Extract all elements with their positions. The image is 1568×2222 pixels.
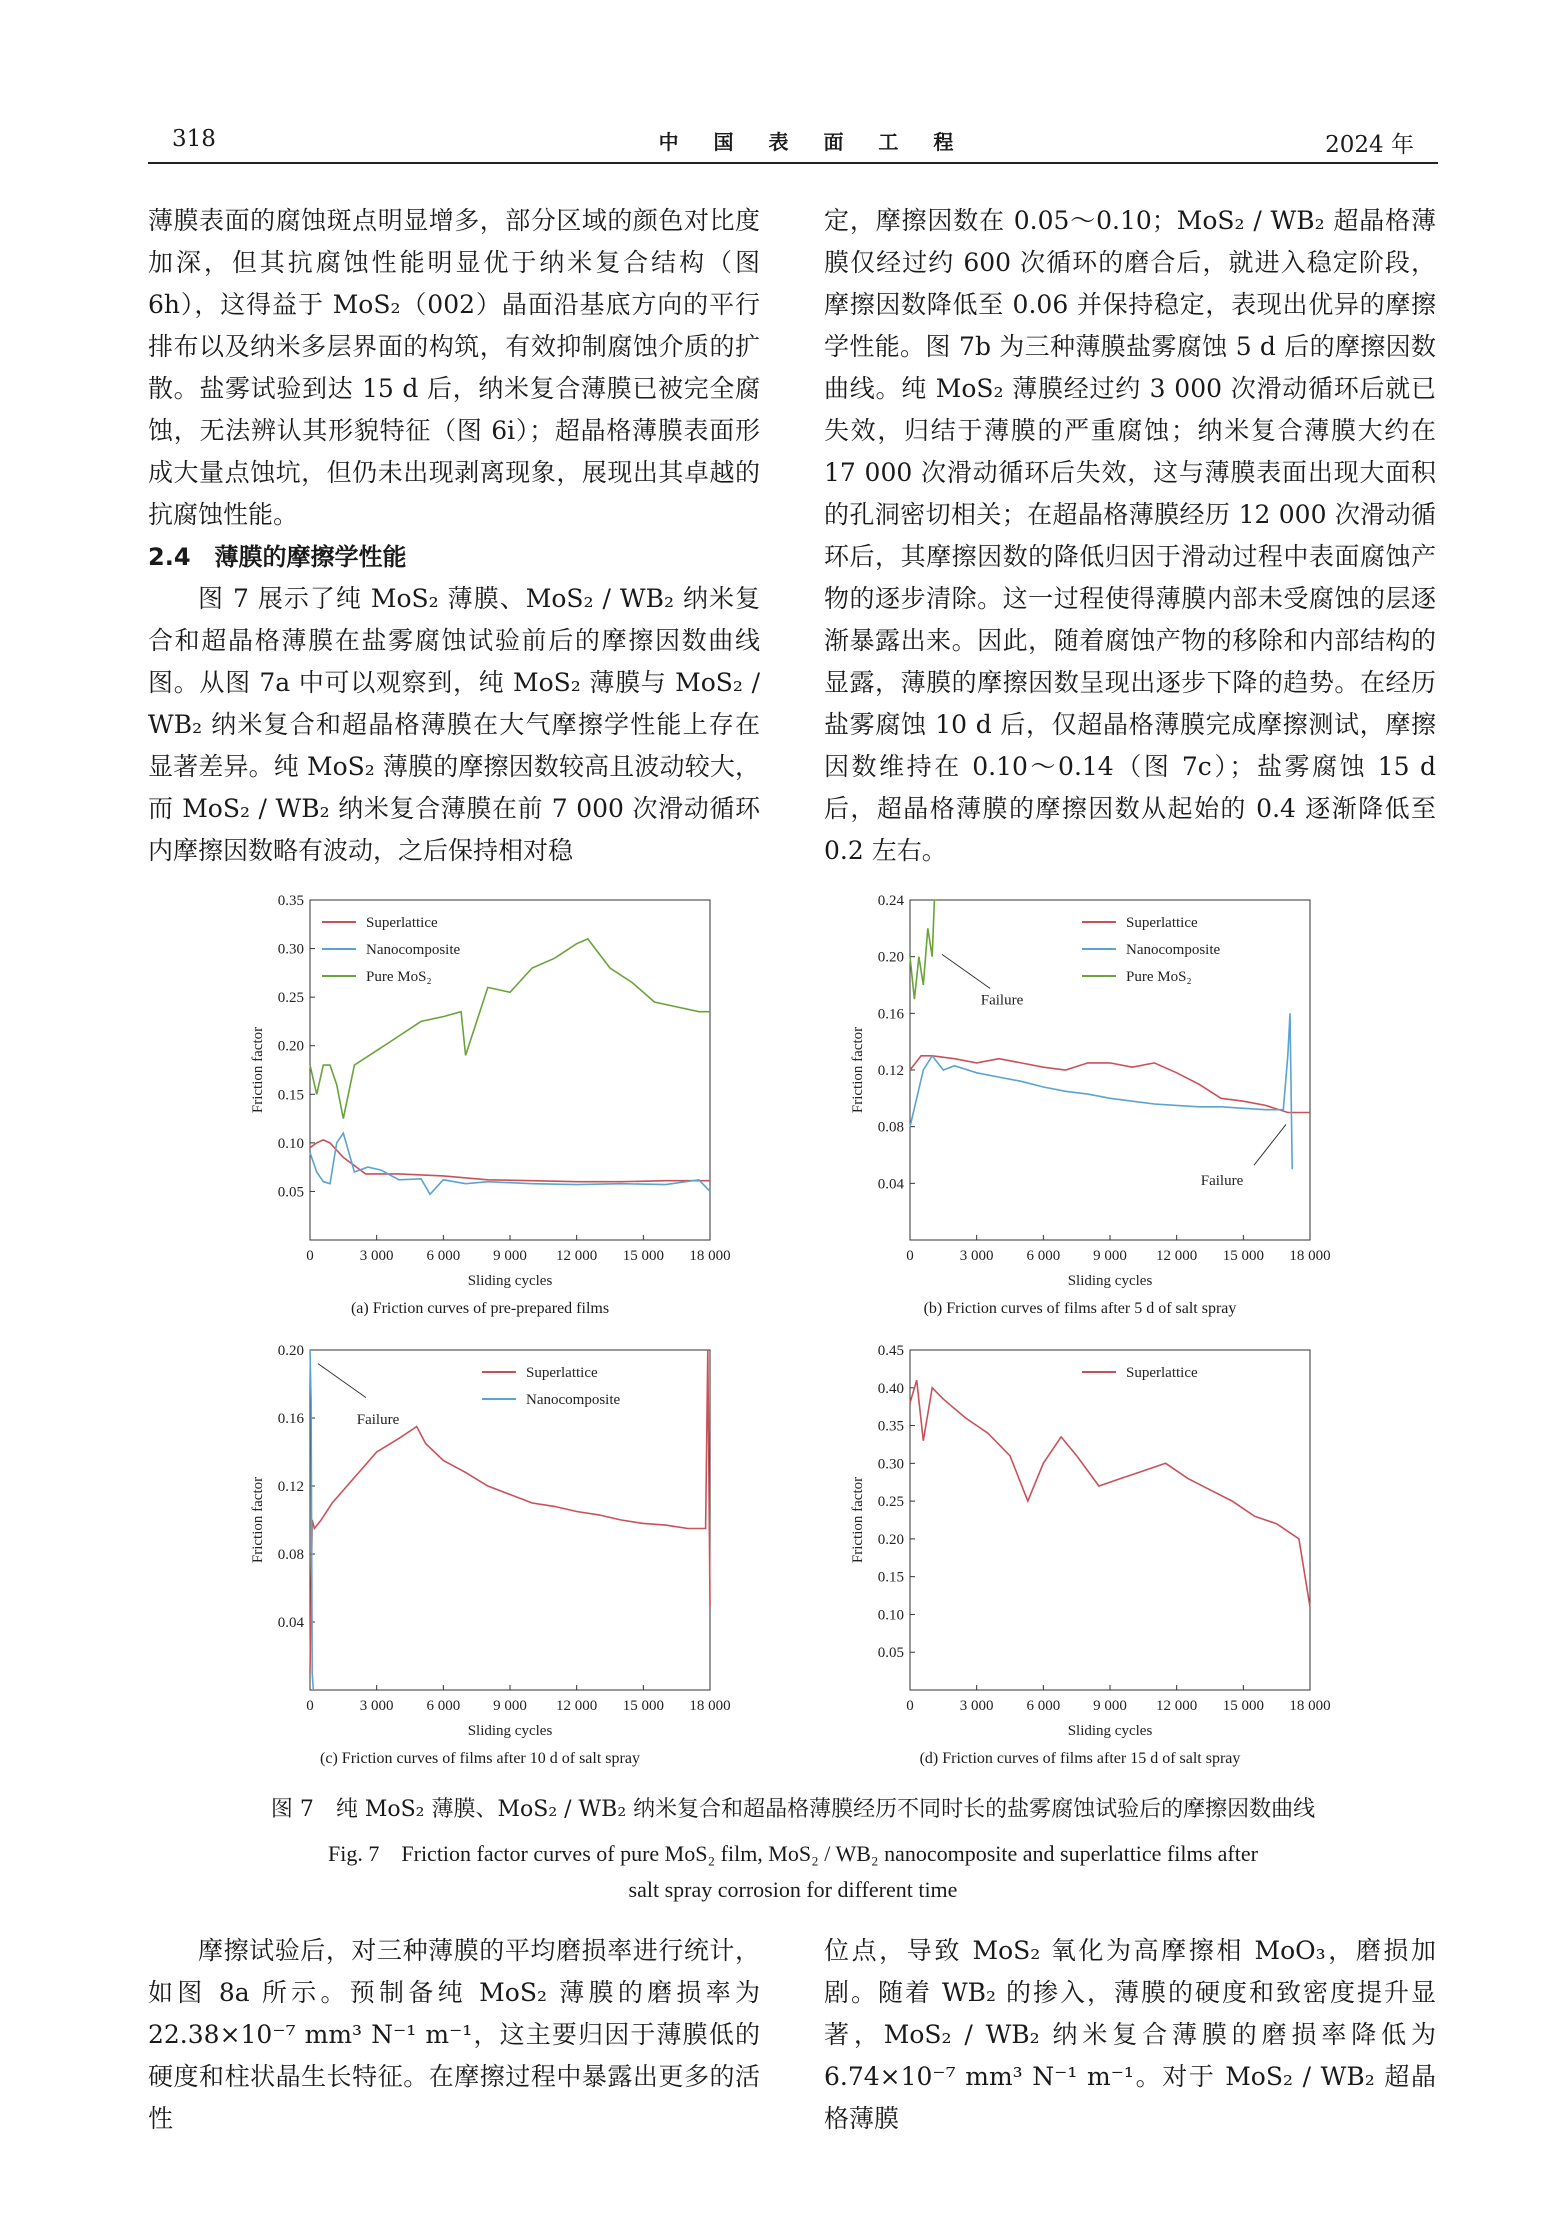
chart-caption-d: (d) Friction curves of films after 15 d of salt spray: [919, 1750, 1241, 1767]
x-tick-label: 15 000: [622, 1698, 664, 1714]
legend-entry: Superlattice: [526, 1365, 598, 1381]
annotation-pointer: [942, 954, 990, 988]
legend-entry: Pure MoS₂: [366, 969, 432, 985]
x-tick-label: 12 000: [556, 1698, 598, 1714]
x-tick-label: 15 000: [1222, 1698, 1264, 1714]
y-tick-label: 0.08: [877, 1119, 904, 1136]
y-tick-label: 0.20: [277, 1038, 304, 1055]
x-tick-label: 0: [906, 1698, 914, 1714]
chart-caption-b: (b) Friction curves of films after 5 d of salt spray: [923, 1300, 1237, 1317]
y-tick-label: 0.12: [277, 1479, 304, 1495]
x-tick-label: 6 000: [426, 1698, 461, 1714]
paragraph: 图 7 展示了纯 MoS₂ 薄膜、MoS₂ / WB₂ 纳米复合和超晶格薄膜在盐雾腐蚀试验前后的摩擦因数曲线图。从图 7a 中可以观察到，纯 MoS₂ 薄膜与 MoS₂ / WB₂ 纳米复合和超晶格薄膜在大气摩擦学性能上存在显著差异。纯 MoS₂ 薄膜的摩擦因数较高且波动较大，而 MoS₂ / WB₂ 纳米复合薄膜在前 7 000 次滑动循环内摩擦因数略有波动，之后保持相对稳: [148, 584, 760, 865]
y-tick-label: 0.16: [277, 1411, 304, 1427]
y-tick-label: 0.25: [877, 1494, 904, 1511]
x-axis-label: Sliding cycles: [467, 1273, 553, 1289]
x-tick-label: 0: [906, 1248, 914, 1264]
x-axis-label: Sliding cycles: [1067, 1273, 1153, 1289]
paragraph: 位点，导致 MoS₂ 氧化为高摩擦相 MoO₃，磨损加剧。随着 WB₂ 的掺入，薄膜的硬度和致密度提升显著，MoS₂ / WB₂ 纳米复合薄膜的磨损率降低为 6.74×10⁻⁷ mm³ N⁻¹ m⁻¹。对于 MoS₂ / WB₂ 超晶格薄膜: [824, 1936, 1436, 2133]
chart-panel-d: [820, 1330, 1340, 1770]
y-tick-label: 0.04: [277, 1615, 304, 1631]
series-line-puremos: [910, 900, 937, 999]
x-tick-label: 12 000: [1156, 1698, 1198, 1714]
legend-entry: Nanocomposite: [1126, 942, 1221, 958]
series-line-nanocomposite: [310, 1133, 710, 1194]
annotation-label: Failure: [1200, 1172, 1244, 1189]
y-tick-label: 0.30: [277, 941, 304, 958]
legend-entry: Nanocomposite: [526, 1392, 621, 1408]
figure-caption-zh: 图 7 纯 MoS₂ 薄膜、MoS₂ / WB₂ 纳米复合和超晶格薄膜经历不同时长的盐雾腐蚀试验后的摩擦因数曲线: [270, 1797, 1316, 1822]
annotation-pointer: [1254, 1124, 1286, 1165]
y-tick-label: 0.10: [877, 1607, 904, 1624]
legend-entry: Nanocomposite: [366, 942, 461, 958]
x-tick-label: 3 000: [359, 1698, 394, 1714]
series-line-superlattice: [310, 1140, 710, 1182]
x-tick-label: 18 000: [689, 1698, 731, 1714]
right-column-top: [824, 200, 1436, 872]
y-tick-label: 0.16: [877, 1006, 904, 1023]
y-tick-label: 0.20: [277, 1343, 304, 1359]
section-heading: 2.4 薄膜的摩擦学性能: [148, 543, 407, 571]
chart-b: [820, 880, 1340, 1320]
annotation-label: Failure: [980, 992, 1024, 1009]
paragraph: 定，摩擦因数在 0.05～0.10；MoS₂ / WB₂ 超晶格薄膜仅经过约 600 次循环的磨合后，就进入稳定阶段，摩擦因数降低至 0.06 并保持稳定，表现出优异的摩擦学性能。图 7b 为三种薄膜盐雾腐蚀 5 d 后的摩擦因数曲线。纯 MoS₂ 薄膜经过约 3 000 次滑动循环后就已失效，归结于薄膜的严重腐蚀；纳米复合薄膜大约在 17 000 次滑动循环后失效，这与薄膜表面出现大面积的孔洞密切相关；在超晶格薄膜经历 12 000 次滑动循环后，其摩擦因数的降低归因于滑动过程中表面腐蚀产物的逐步清除。这一过程使得薄膜内部未受腐蚀的层逐渐暴露出来。因此，随着腐蚀产物的移除和内部结构的显露，薄膜的摩擦因数呈现出逐步下降的趋势。在经历盐雾腐蚀 10 d 后，仅超晶格薄膜完成摩擦测试，摩擦因数维持在 0.10～0.14（图 7c）；盐雾腐蚀 15 d 后，超晶格薄膜的摩擦因数从起始的 0.4 逐渐降低至 0.2 左右。: [824, 206, 1436, 865]
y-axis-label: Friction factor: [250, 1026, 266, 1114]
x-tick-label: 6 000: [426, 1248, 461, 1264]
y-tick-label: 0.25: [277, 990, 304, 1007]
x-axis-label: Sliding cycles: [467, 1723, 553, 1739]
y-tick-label: 0.40: [877, 1380, 904, 1397]
x-tick-label: 15 000: [622, 1248, 664, 1264]
x-axis-label: Sliding cycles: [1067, 1723, 1153, 1739]
right-column-bottom: [824, 1930, 1436, 2140]
y-axis-label: Friction factor: [250, 1476, 266, 1564]
y-tick-label: 0.12: [877, 1063, 904, 1079]
legend-entry: Superlattice: [366, 915, 438, 931]
x-tick-label: 12 000: [1156, 1248, 1198, 1264]
annotation-pointer: [318, 1364, 366, 1398]
x-tick-label: 18 000: [689, 1248, 731, 1264]
y-tick-label: 0.20: [877, 949, 904, 966]
chart-d: [820, 1330, 1340, 1770]
series-line-nanocomposite: [910, 1013, 1292, 1169]
x-tick-label: 3 000: [359, 1248, 394, 1264]
chart-caption-c: (c) Friction curves of films after 10 d of salt spray: [320, 1750, 640, 1767]
y-tick-label: 0.05: [877, 1645, 904, 1662]
left-column-top: [148, 200, 760, 872]
page-number: 318: [172, 126, 216, 152]
chart-panel-c: [220, 1330, 740, 1770]
y-tick-label: 0.15: [877, 1569, 904, 1586]
chart-panel-b: [820, 880, 1340, 1320]
plot-frame: [910, 1350, 1310, 1690]
x-tick-label: 0: [306, 1698, 314, 1714]
legend-entry: Pure MoS₂: [1126, 969, 1192, 985]
chart-caption-a: (a) Friction curves of pre-prepared films: [350, 1300, 610, 1317]
legend-entry: Superlattice: [1126, 1365, 1198, 1381]
annotation-label: Failure: [356, 1412, 400, 1428]
y-tick-label: 0.15: [277, 1087, 304, 1104]
x-tick-label: 15 000: [1222, 1248, 1264, 1264]
y-tick-label: 0.10: [277, 1135, 304, 1152]
x-tick-label: 9 000: [493, 1248, 527, 1264]
figure-caption-en-line2: salt spray corrosion for different time: [628, 1877, 958, 1902]
x-tick-label: 3 000: [959, 1248, 994, 1264]
x-tick-label: 6 000: [1026, 1698, 1061, 1714]
x-tick-label: 9 000: [1093, 1248, 1127, 1264]
legend-entry: Superlattice: [1126, 915, 1198, 931]
series-line-superlattice: [910, 1056, 1310, 1113]
journal-year: 2024 年: [1325, 132, 1414, 158]
y-axis-label: Friction factor: [850, 1026, 866, 1114]
y-tick-label: 0.45: [877, 1343, 904, 1359]
paragraph: 摩擦试验后，对三种薄膜的平均磨损率进行统计，如图 8a 所示。预制备纯 MoS₂ 薄膜的磨损率为 22.38×10⁻⁷ mm³ N⁻¹ m⁻¹，这主要归因于薄膜低的硬度和柱状晶生长特征。在摩擦过程中暴露出更多的活性: [148, 1936, 760, 2133]
y-tick-label: 0.20: [877, 1531, 904, 1548]
chart-panel-a: [220, 880, 740, 1320]
y-tick-label: 0.04: [877, 1176, 904, 1193]
y-tick-label: 0.05: [277, 1184, 304, 1201]
x-tick-label: 3 000: [959, 1698, 994, 1714]
journal-title: 中 国 表 面 工 程: [658, 130, 968, 154]
y-tick-label: 0.08: [277, 1547, 304, 1563]
chart-c: [220, 1330, 740, 1770]
x-tick-label: 0: [306, 1248, 314, 1264]
x-tick-label: 12 000: [556, 1248, 598, 1264]
y-tick-label: 0.24: [877, 893, 904, 909]
figure-caption-en-line1: Fig. 7 Friction factor curves of pure MoS₂ film, MoS₂ / WB₂ nanocomposite and superlattice films after: [328, 1841, 1258, 1866]
series-line-puremos: [310, 939, 710, 1119]
x-tick-label: 6 000: [1026, 1248, 1061, 1264]
x-tick-label: 18 000: [1289, 1248, 1331, 1264]
y-tick-label: 0.35: [277, 893, 304, 909]
y-axis-label: Friction factor: [850, 1476, 866, 1564]
plot-frame: [310, 1350, 710, 1690]
x-tick-label: 9 000: [1093, 1698, 1127, 1714]
x-tick-label: 18 000: [1289, 1698, 1331, 1714]
left-column-bottom: [148, 1930, 760, 2140]
page-header: [148, 122, 1438, 164]
x-tick-label: 9 000: [493, 1698, 527, 1714]
chart-a: [220, 880, 740, 1320]
series-line-superlattice: [910, 1380, 1310, 1607]
y-tick-label: 0.30: [877, 1456, 904, 1473]
paragraph: 薄膜表面的腐蚀斑点明显增多，部分区域的颜色对比度加深，但其抗腐蚀性能明显优于纳米复合结构（图 6h），这得益于 MoS₂（002）晶面沿基底方向的平行排布以及纳米多层界面的构筑，有效抑制腐蚀介质的扩散。盐雾试验到达 15 d 后，纳米复合薄膜已被完全腐蚀，无法辨认其形貌特征（图 6i）；超晶格薄膜表面形成大量点蚀坑，但仍未出现剥离现象，展现出其卓越的抗腐蚀性能。: [148, 206, 760, 529]
y-tick-label: 0.35: [877, 1418, 904, 1435]
